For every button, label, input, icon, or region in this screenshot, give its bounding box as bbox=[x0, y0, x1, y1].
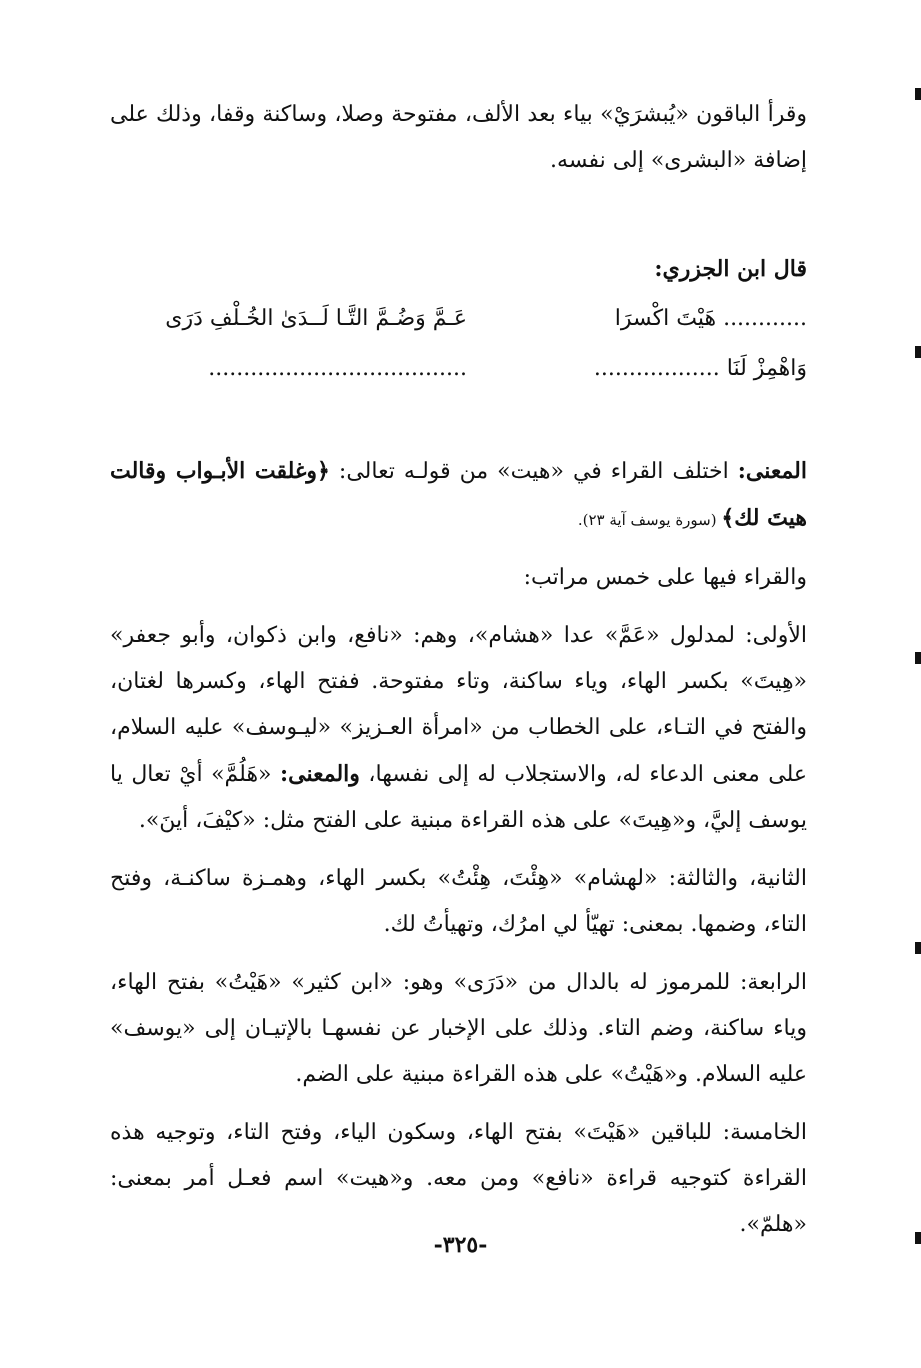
page-number: -٣٢٥- bbox=[433, 1232, 488, 1258]
meaning-quote: ﴿وغلقت الأبـواب وقالت هيتَ لك﴾ bbox=[110, 458, 807, 531]
verse-line-2-second-hemistich: ..................................... bbox=[208, 356, 467, 381]
first-rank-meaning-label: والمعنى: bbox=[280, 761, 360, 787]
first-rank-label: الأولى: bbox=[745, 623, 807, 648]
intro-paragraph: وقرأ الباقون «يُبشرَيْ» بياء بعد الألف، مفتوحة وصلا، وساكنة وقفا، وذلك على إضافة «البشرى» إلى نفسه. bbox=[110, 102, 807, 173]
first-rank-text: لمدلول «عَمَّ» عدا «هشام»، وهم: «نافع، وابن ذكوان، وأبو جعفر» «هِيتَ» بكسر الهاء، وياء ساكنة، وتاء مفتوحة. ففتح الهاء، وكسرها لغتان، والفتح في التـاء، على الخطاب من «امرأة العـزيز» «ليـوسف» عليه السلام، على معنى الدعاء له، والاستجلاب له إلى نفسها، bbox=[110, 623, 808, 787]
poem-verse bbox=[110, 294, 807, 394]
edge-mark bbox=[915, 652, 921, 664]
page-body bbox=[110, 92, 807, 1260]
meaning-text: اختلف القراء في «هيت» من قولـه تعالى: bbox=[329, 459, 738, 484]
edge-mark bbox=[915, 1232, 921, 1244]
verse-line-2 bbox=[110, 344, 807, 394]
verse-line-2-first-hemistich: وَاهْمِزْ لَنَا .................. bbox=[593, 356, 807, 381]
poem-heading: قال ابن الجزري: bbox=[654, 256, 807, 282]
fifth-rank-paragraph: الخامسة: للباقين «هَيْتَ» بفتح الهاء، وسكون الياء، وفتح التاء، وتوجيه هذه القراءة كتوجيه قراءة «نافع» ومن معه. و«هيت» اسم فعـل أمر بمعنى: «هلمّ». bbox=[110, 1120, 807, 1237]
fourth-rank-paragraph: الرابعة: للمرموز له بالدال من «دَرَى» وهو: «ابن كثير» «هَيْتُ» بفتح الهاء، وياء ساكنة، وضم التاء. وذلك على الإخبار عن نفسهـا بالإتيـان إلى «يوسف» عليه السلام. و«هَيْتُ» على هذه القراءة مبنية على الضم. bbox=[110, 970, 807, 1087]
second-third-rank-paragraph: الثانية، والثالثة: «لهشام» «هِئْتَ، هِئْتُ» بكسر الهاء، وهمـزة ساكنـة، وفتح التاء، وضمها. بمعنى: تهيّأ لي امرُك، وتهيأتُ لك. bbox=[110, 866, 807, 937]
verse-line-1-first-hemistich: ............ هَيْتَ اكْسرَا bbox=[614, 306, 807, 331]
first-rank-paragraph bbox=[110, 613, 807, 844]
edge-mark bbox=[915, 346, 921, 358]
ranks-paragraph: والقراء فيها على خمس مراتب: bbox=[523, 565, 807, 590]
first-rank-meaning-text: «هَلُمَّ» أيْ تعال يا يوسف إليَّ، و«هِيتَ» على هذه القراءة مبنية على الفتح مثل: «كيْفَ، أينَ». bbox=[110, 762, 807, 833]
verse-line-1 bbox=[110, 294, 807, 344]
verse-line-1-second-hemistich: عَـمَّ وَضُـمَّ التَّـا لَــدَىٰ الخُـلْفِ دَرَى bbox=[165, 306, 467, 331]
meaning-reference: (سورة يوسف آية ٢٣). bbox=[577, 511, 722, 529]
edge-mark bbox=[915, 88, 921, 100]
edge-mark bbox=[915, 942, 921, 954]
meaning-paragraph bbox=[110, 448, 807, 543]
meaning-label: المعنى: bbox=[737, 458, 807, 484]
